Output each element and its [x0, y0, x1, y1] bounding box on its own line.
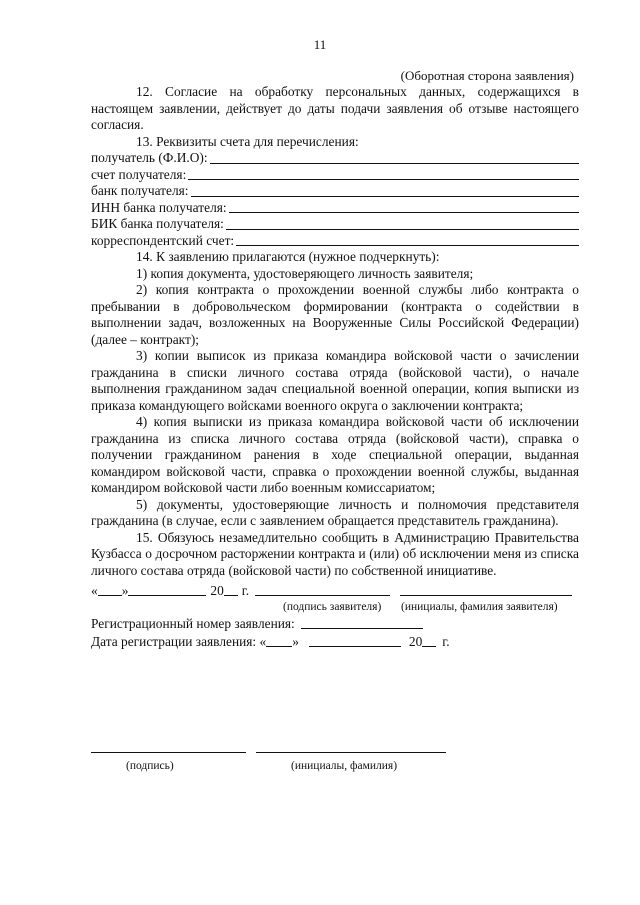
registrar-initials-blank[interactable] — [256, 752, 446, 753]
bank-field-bik[interactable] — [91, 216, 579, 233]
attachment-item: 4) копия выписки из приказа командира войсковой части об исключении гражданина из списка личного состава отряда (войсковой части), справка о получении гражданином ранения в ходе специальной операции, выданная командиром войсковой части, справка о прохождении военной службы, выданная командиром войсковой части либо военным комиссариатом; — [91, 414, 579, 495]
bank-details-heading: 13. Реквизиты счета для перечисления: — [136, 133, 359, 149]
obligation-paragraph: 15. Обязуюсь незамедлительно сообщить в Администрацию Правительства Кузбасса о досрочном расторжении контракта и (или) об исключении меня из списка личного состава отряда (войсковой части) по собственной инициативе. — [91, 529, 579, 578]
applicant-date-signature-line — [91, 581, 579, 599]
field-label: банк получателя: — [91, 183, 189, 198]
year-prefix: 20 — [210, 582, 224, 598]
bank-field-recipient[interactable] — [91, 150, 579, 167]
reg-date-mid: » — [292, 633, 299, 649]
blank-line[interactable] — [191, 185, 579, 197]
reg-year-prefix: 20 — [408, 633, 423, 649]
blank-line[interactable] — [188, 168, 579, 180]
applicant-signature-blank[interactable] — [255, 584, 390, 596]
field-label: корреспондентский счет: — [91, 232, 235, 248]
form-body — [91, 84, 579, 650]
bank-field-corr-account[interactable] — [91, 233, 579, 250]
page-number: 11 — [313, 37, 327, 52]
applicant-initials-blank[interactable] — [400, 584, 572, 596]
reg-number-blank[interactable] — [301, 617, 423, 629]
caption-initials: (инициалы, фамилия заявителя) — [401, 601, 558, 613]
attachments-heading: 14. К заявлению прилагаются (нужное подчеркнуть): — [136, 249, 440, 264]
reg-day-blank[interactable] — [266, 635, 292, 647]
blank-line[interactable] — [229, 201, 579, 213]
attachment-item: 1) копия документа, удостоверяющего личность заявителя; — [136, 265, 474, 281]
caption-signature: (подпись заявителя) — [283, 601, 382, 613]
reg-number-label: Регистрационный номер заявления: — [91, 615, 295, 631]
year-blank[interactable] — [224, 584, 238, 596]
caption-registrar-signature: (подпись) — [126, 760, 174, 772]
day-blank[interactable] — [98, 584, 122, 596]
reg-date-label: Дата регистрации заявления: « — [91, 633, 267, 649]
reg-year-blank[interactable] — [422, 635, 436, 647]
bank-field-account[interactable] — [91, 167, 579, 184]
registrar-signature-blank[interactable] — [91, 752, 246, 753]
blank-line[interactable] — [226, 218, 579, 230]
quote-close: » — [121, 582, 129, 598]
reverse-side-label: (Оборотная сторона заявления) — [400, 68, 574, 83]
field-label: БИК банка получателя: — [91, 216, 224, 231]
consent-paragraph: 12. Согласие на обработку персональных данных, содержащихся в настоящем заявлении, действует до даты подачи заявления об отзыве настоящего согласия. — [91, 84, 579, 132]
year-suffix: г. — [241, 582, 250, 598]
reg-month-blank[interactable] — [309, 635, 401, 647]
blank-line[interactable] — [236, 234, 579, 246]
field-label: счет получателя: — [91, 166, 187, 182]
registrar-signature-block — [91, 752, 451, 782]
month-blank[interactable] — [128, 584, 206, 596]
applicant-captions — [91, 599, 579, 614]
bank-field-inn[interactable] — [91, 200, 579, 217]
field-label: ИНН банка получателя: — [91, 199, 227, 215]
blank-line[interactable] — [210, 152, 579, 164]
reg-year-suffix: г. — [442, 633, 450, 649]
caption-registrar-initials: (инициалы, фамилия) — [291, 760, 398, 772]
attachment-item: 2) копия контракта о прохождении военной службы либо контракта о пребывании в добровольческом формировании (контракта о содействии в выполнении задач, возложенных на Вооруженные Силы Российской Федерации) (далее – контракт); — [91, 282, 579, 347]
registration-date-line — [91, 632, 579, 650]
quote-open: « — [91, 582, 98, 598]
attachment-item: 3) копии выписок из приказа командира войсковой части о зачислении гражданина в списки личного состава отряда (войсковой части), о начале выполнения гражданином задач специальной военной операции, копия выписки из приказа командующего войсками военного округа о заключении контракта; — [91, 348, 579, 413]
bank-field-bank[interactable] — [91, 183, 579, 200]
registration-number-line — [91, 614, 579, 632]
attachment-item: 5) документы, удостоверяющие личность и полномочия представителя гражданина (в случае, если с заявлением обращается представитель гражданина). — [91, 496, 579, 528]
field-label: получатель (Ф.И.О): — [91, 150, 208, 165]
